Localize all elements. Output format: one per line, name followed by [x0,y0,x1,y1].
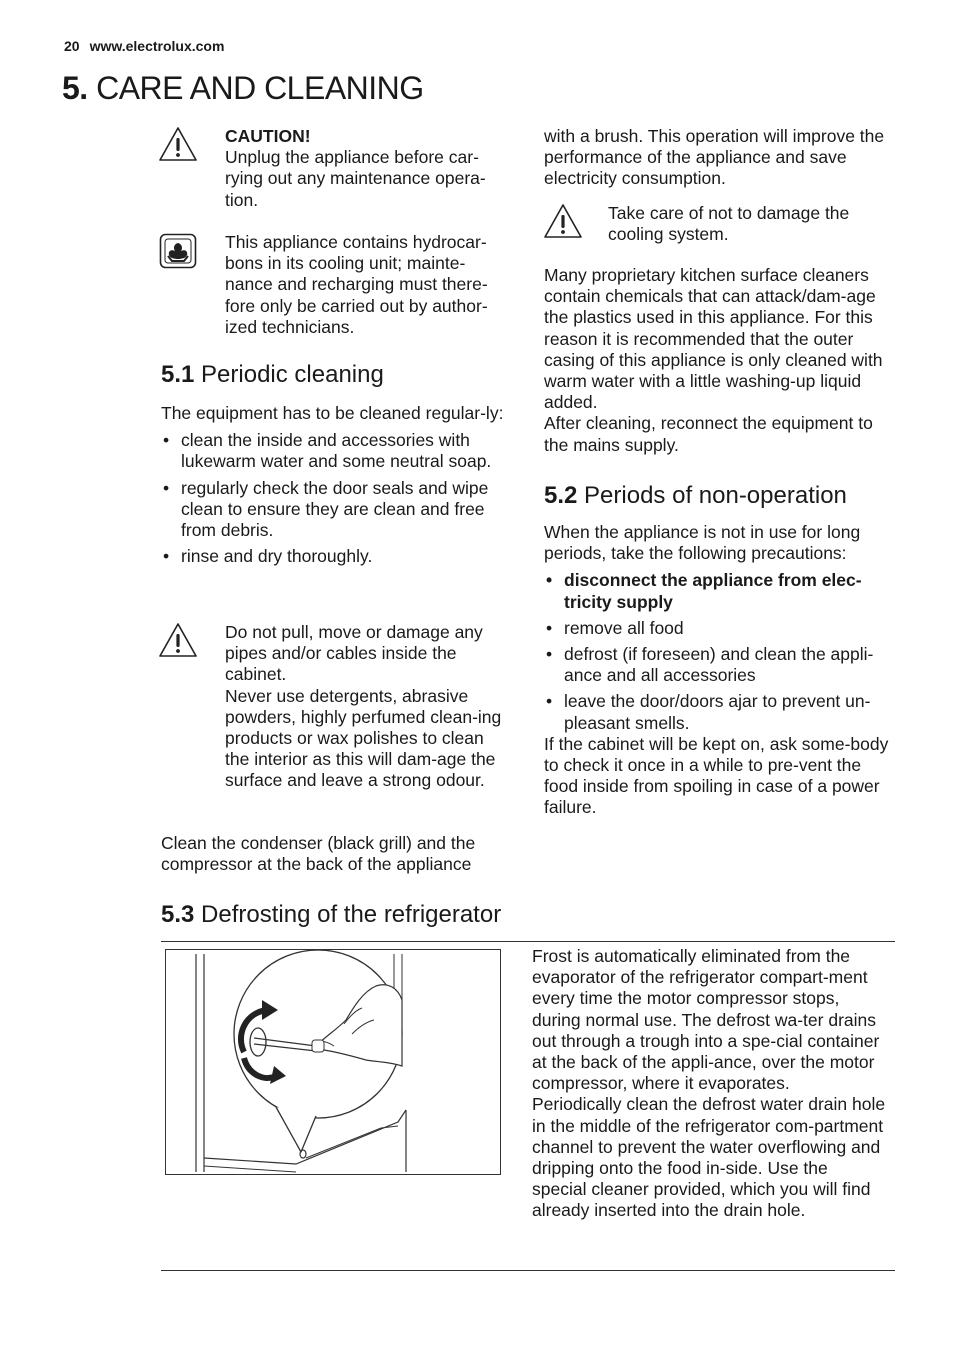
condenser-text-continued: with a brush. This operation will improve the performance of the appliance and save electricity consumption. [544,126,885,189]
section-5-1-title: Periodic cleaning [201,361,384,388]
defrost-paragraph: Frost is automatically eliminated from the evaporator of the refrigerator compart-ment every time the motor compressor stops, during normal use. The defrost wa-ter drains out through a trough into a spe-cial container at the back of the appli-ance, over the motor compressor, where it evaporates. [532,946,880,1094]
caution-block [225,126,510,211]
warning-triangle-icon [158,622,198,658]
website-url: www.electrolux.com [89,38,225,54]
pipes-warning [225,622,510,792]
section-5-3-heading [161,900,501,930]
section-5-1-body [161,403,513,572]
chapter-title-text: CARE AND CLEANING [96,70,424,106]
page-number: 20 [64,38,80,54]
list-item: • defrost (if foreseen) and clean the appli-ance and all accessories [544,644,896,686]
list-item: • regularly check the door seals and wipe clean to ensure they are clean and free from debris. [161,478,513,542]
cleaners-text [544,265,896,456]
section-divider-top [161,941,895,942]
section-5-2-title: Periods of non-operation [584,482,847,509]
section-5-3-body [532,946,887,1222]
list-item: • disconnect the appliance from elec-tricity supply [544,570,896,612]
section-5-3-title: Defrosting of the refrigerator [201,901,502,928]
section-5-2-heading [544,481,847,511]
section-5-2-number: 5.2 [544,482,578,509]
list-item: • rinse and dry thoroughly. [161,546,513,567]
warning-triangle-icon [158,126,198,162]
caution-label: CAUTION! [225,126,311,146]
reconnect-paragraph: After cleaning, reconnect the equipment to the mains supply. [544,413,873,455]
environment-hands-icon [159,233,197,269]
section-5-2-outro: If the cabinet will be kept on, ask some-body to check it once in a while to pre-vent the food inside from spoiling in case of a power failure. [544,733,889,818]
section-5-1-heading [161,360,384,390]
chapter-number: 5. [62,70,88,106]
drain-cleaning-paragraph: Periodically clean the defrost water drain hole in the middle of the refrigerator com-partment channel to prevent the water overflowing and dripping onto the food in-side. Use the special cleaner provided, which you will find already inserted into the drain hole. [532,1094,886,1221]
hydrocarbon-note: This appliance contains hydrocar-bons in its cooling unit; mainte-nance and recharging must there-fore only be carried out by author-ized technicians. [225,232,488,337]
section-5-3-number: 5.3 [161,901,195,928]
section-5-1-intro: The equipment has to be cleaned regular-ly: [161,403,504,423]
list-item: • clean the inside and accessories with lukewarm water and some neutral soap. [161,430,513,472]
detergent-warning-text: Never use detergents, abrasive powders, highly perfumed clean-ing products or wax polishes to clean the interior as this will dam-age the surface and leave a strong odour. [225,685,502,791]
section-5-1-number: 5.1 [161,361,195,388]
list-item: • leave the door/doors ajar to prevent un-pleasant smells. [544,691,896,733]
pipes-warning-text: Do not pull, move or damage any pipes and/or cables inside the cabinet. [225,622,483,685]
cleaners-paragraph: Many proprietary kitchen surface cleaners contain chemicals that can attack/dam-age the plastics used in this appliance. For this reason it is recommended that the outer casing of this appliance is only cleaned with warm water with a little washing-up liquid added. [544,265,883,413]
non-operation-list [544,570,896,733]
cleaning-list [161,430,513,567]
caution-text: Unplug the appliance before car-rying out any maintenance opera-tion. [225,147,486,210]
section-5-2-body [544,522,896,819]
chapter-title [62,66,424,110]
warning-triangle-icon [543,203,583,239]
condenser-text: Clean the condenser (black grill) and the compressor at the back of the appliance [161,833,476,875]
section-5-2-intro: When the appliance is not in use for long periods, take the following precautions: [544,522,861,564]
defrost-drain-illustration [165,949,501,1175]
cooling-warning: Take care of not to damage the cooling system. [608,203,850,245]
page-header [64,38,224,54]
section-divider-bottom [161,1270,895,1271]
list-item: • remove all food [544,618,896,639]
